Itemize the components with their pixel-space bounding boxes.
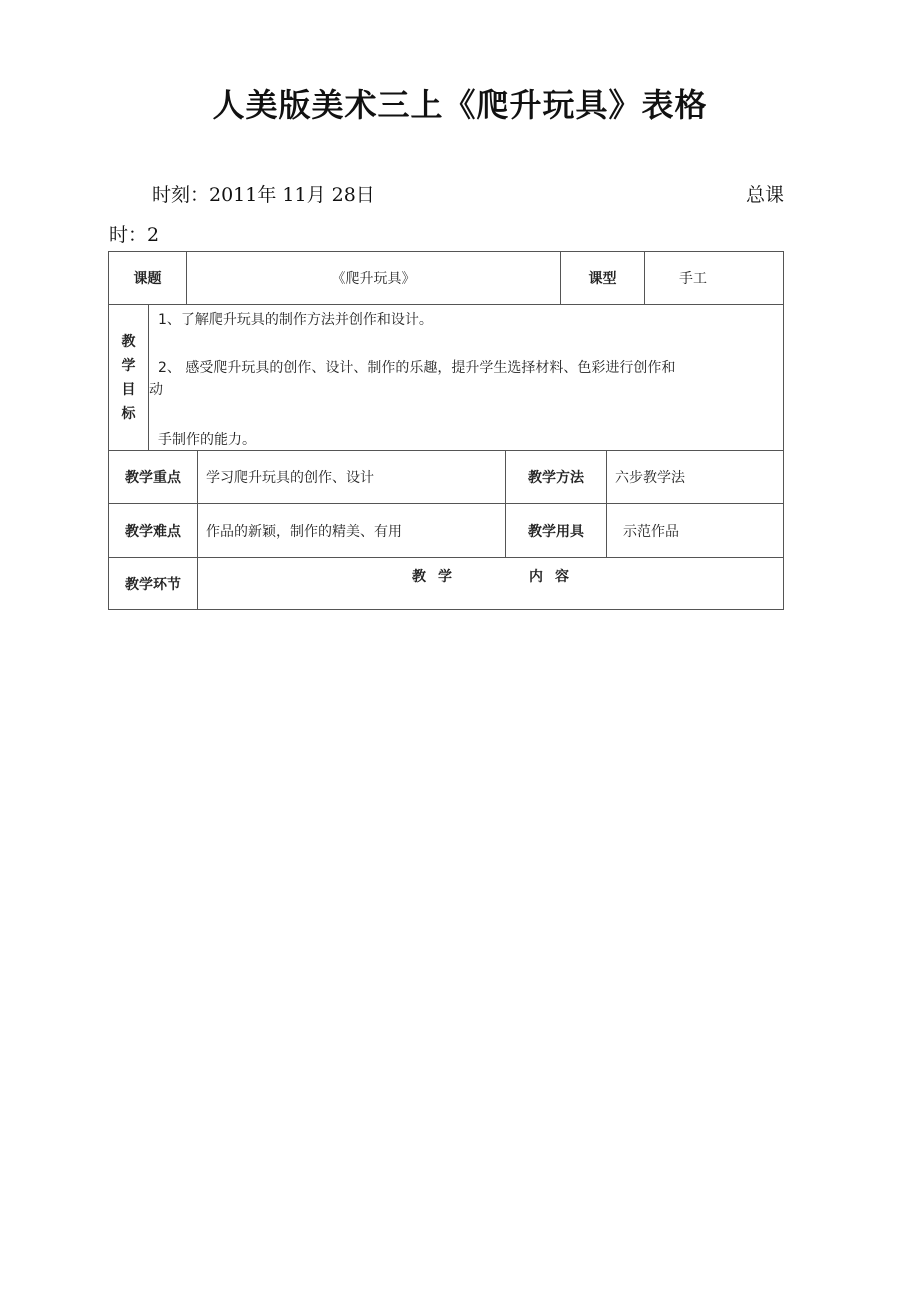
lesson-table	[108, 251, 784, 610]
goal-line-3: 手制作的能力。	[158, 432, 256, 448]
type-value: 手工	[644, 251, 784, 305]
date-line: 时刻：2011年 11月 28日	[152, 184, 375, 206]
key-point-label: 教学重点	[108, 450, 198, 504]
type-label: 课型	[560, 251, 645, 305]
method-label: 教学方法	[505, 450, 607, 504]
topic-label: 课题	[108, 251, 187, 305]
content-heading-b: 内容	[529, 569, 581, 585]
key-point-value: 学习爬升玩具的创作、设计	[197, 450, 506, 504]
method-value: 六步教学法	[606, 450, 784, 504]
topic-value: 《爬升玩具》	[186, 251, 561, 305]
steps-content	[197, 557, 784, 610]
goals-label-char: 学	[121, 357, 136, 374]
content-heading-a: 教学	[412, 569, 464, 585]
difficulty-label: 教学难点	[108, 503, 198, 558]
goals-label-char: 目	[121, 381, 136, 398]
goal-line-2b: 动	[149, 382, 163, 398]
total-hours-value: 时：2	[109, 224, 160, 246]
goal-line-2: 2、 感受爬升玩具的创作、设计、制作的乐趣，提升学生选择材料、色彩进行创作和	[158, 360, 676, 376]
goals-label-char: 教	[121, 333, 136, 350]
steps-label: 教学环节	[108, 557, 198, 610]
tools-label: 教学用具	[505, 503, 607, 558]
tools-value: 示范作品	[606, 503, 784, 558]
total-hours-label: 总课	[746, 184, 785, 206]
goals-content	[148, 304, 784, 451]
difficulty-value: 作品的新颖，制作的精美、有用	[197, 503, 506, 558]
document-title: 人美版美术三上《爬升玩具》表格	[212, 86, 708, 124]
goals-label-char: 标	[121, 405, 136, 422]
goals-label	[108, 304, 149, 451]
goal-line-1: 1、了解爬升玩具的制作方法并创作和设计。	[158, 312, 433, 328]
